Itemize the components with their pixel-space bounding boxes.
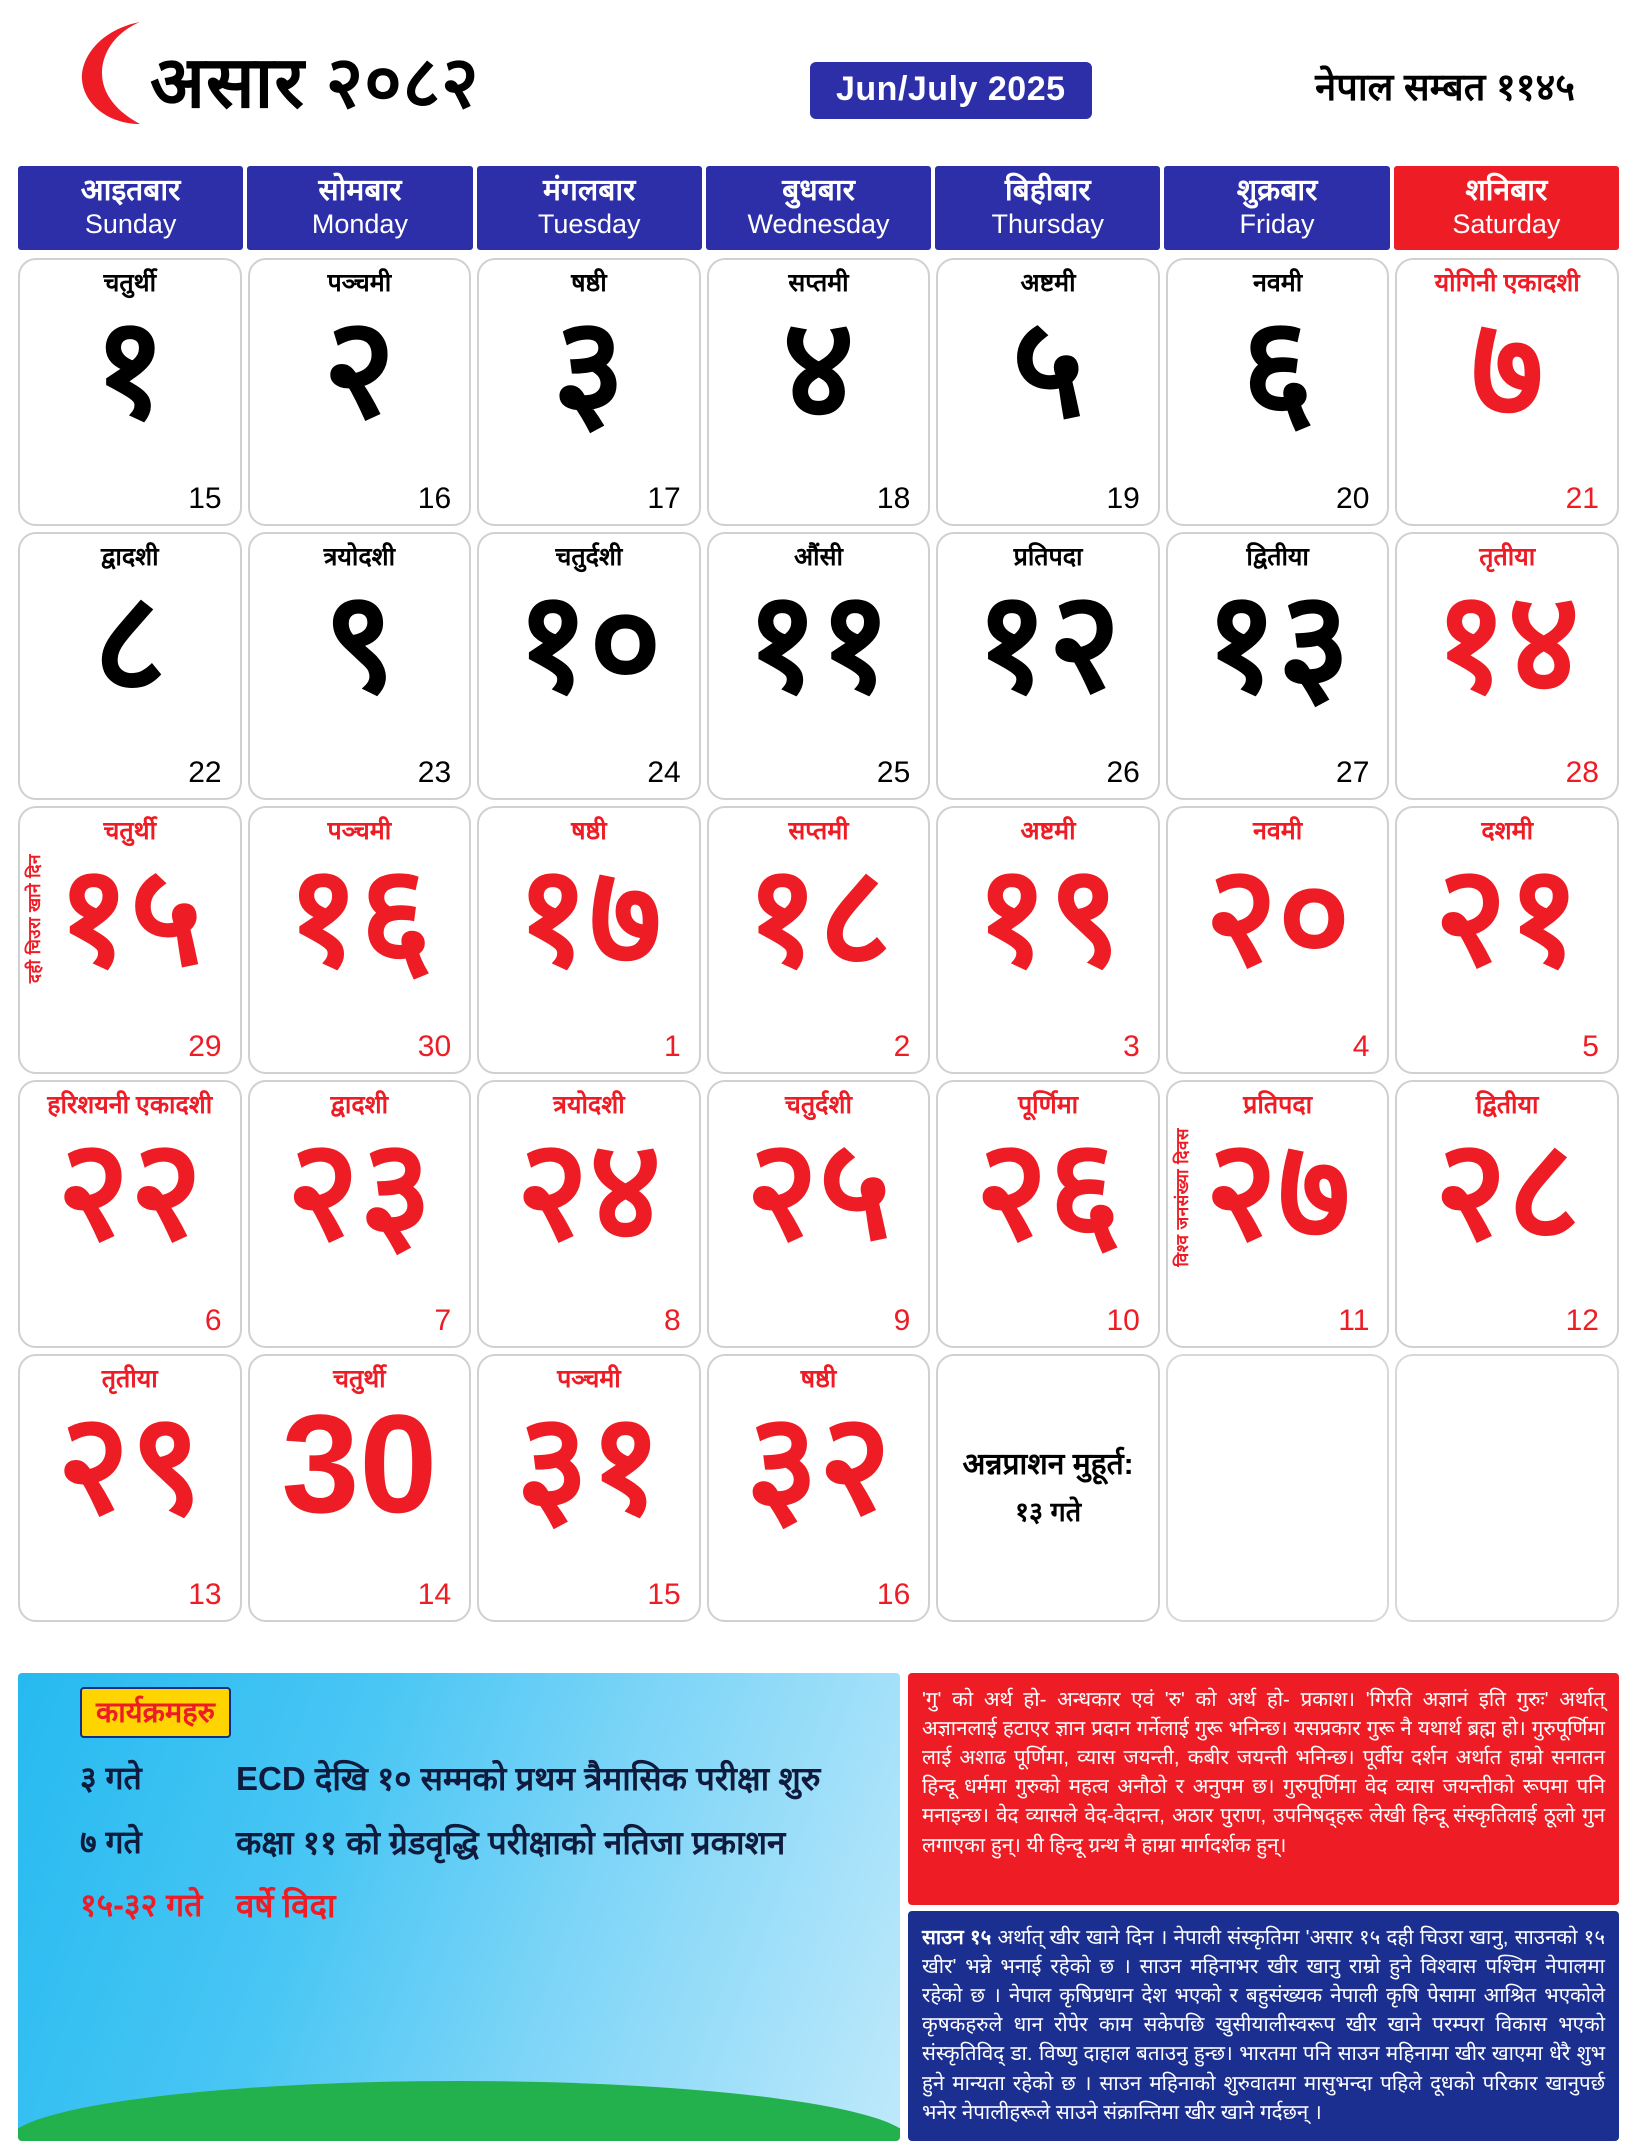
english-date-number: 11	[1338, 1303, 1370, 1337]
english-date-number: 8	[664, 1303, 681, 1337]
nepali-date-number: १४	[1434, 562, 1580, 720]
english-date-number: 9	[893, 1303, 911, 1337]
english-date-number: 13	[188, 1577, 222, 1611]
english-date-number: 1	[664, 1029, 681, 1063]
crescent-moon-icon	[78, 18, 156, 128]
weekday-label-np: बिहीबार	[1004, 174, 1091, 207]
nepali-date-number: ३१	[516, 1384, 662, 1542]
tithi-label: पूर्णिमा	[1017, 1090, 1079, 1119]
weekday-friday	[1164, 166, 1389, 250]
weekday-label-en: Tuesday	[537, 208, 641, 239]
calendar-day-cell[interactable]	[18, 1080, 242, 1348]
calendar-header	[0, 0, 1637, 160]
weekday-label-np: बुधबार	[782, 174, 855, 207]
note-line-1: अन्नप्राशन मुहूर्त:	[962, 1448, 1134, 1482]
nepali-date-number: २	[322, 288, 396, 446]
english-date-number: 26	[1106, 755, 1140, 789]
tithi-label: हरिशयनी एकादशी	[47, 1090, 213, 1119]
event-date: १५-३२ गते	[80, 1887, 203, 1924]
weekday-tuesday	[477, 166, 702, 250]
english-date-number: 20	[1336, 481, 1370, 515]
calendar-grid	[0, 250, 1637, 1622]
english-date-number: 3	[1123, 1029, 1140, 1063]
english-date-number: 18	[876, 481, 911, 515]
tithi-label: योगिनी एकादशी	[1434, 268, 1580, 297]
nepali-date-number: ३	[552, 288, 626, 446]
nepali-date-number: २८	[1434, 1110, 1580, 1268]
nepali-date-number: २७	[1204, 1110, 1351, 1268]
calendar-day-cell[interactable]	[1166, 806, 1390, 1074]
nepali-date-number: २३	[286, 1110, 433, 1268]
weekday-label-np: सोमबार	[318, 174, 402, 207]
nepali-date-number: ९	[322, 562, 396, 720]
calendar-day-cell[interactable]	[707, 1354, 931, 1622]
calendar-day-cell[interactable]	[1166, 1080, 1390, 1348]
calendar-day-cell[interactable]	[477, 258, 701, 526]
tithi-label: षष्ठी	[800, 1364, 837, 1393]
events-panel	[18, 1673, 900, 2141]
english-date-number: 15	[647, 1577, 681, 1611]
article-body: अर्थात् खीर खाने दिन । नेपाली संस्कृतिमा 'असार १५ दही चिउरा खानु, साउनको १५ खीर' भन्ने भनाई रहेको छ । साउन महिनाभर खीर खानु राम्रो हुने विश्वास पश्चिम नेपालमा रहेको छ । नेपाल कृषिप्रधान देश भएको र बहुसंख्यक नेपाली कृषि पेसामा आश्रित भएकोले कृषकहरुले धान रोपेर काम सकेपछि खुसीयालीस्वरूप खीर खाने परम्परा विकास भएको संस्कृतिविद् डा. विष्णु दाहाल बताउनु हुन्छ। भारतमा पनि साउन महिनामा खीर खाएमा धेरै शुभ हुने मान्यता रहेको छ । साउन महिनाको शुरुवातमा मासुभन्दा पहिले दूधको परिकार खानुपर्छ भनेर नेपालीहरूले साउने संक्रान्तिमा खीर खाने गर्दछन् ।	[922, 1926, 1605, 2124]
nepali-date-number: २५	[745, 1110, 892, 1268]
tithi-label: तृतीया	[101, 1364, 158, 1393]
nepali-date-number: २६	[975, 1110, 1121, 1268]
weekday-label-np: मंगलबार	[543, 174, 636, 207]
english-date-number: 10	[1106, 1303, 1140, 1337]
english-date-number: 6	[204, 1303, 222, 1337]
tithi-label: चतुर्दशी	[555, 542, 623, 571]
events-panel-title: कार्यक्रमहरु	[80, 1687, 231, 1738]
nepali-date-number: १५	[56, 836, 203, 994]
event-row	[36, 1883, 882, 1929]
english-date-number: 15	[188, 481, 222, 515]
nepali-date-number: ३२	[745, 1384, 892, 1542]
article-lead: साउन १५	[922, 1926, 992, 1949]
calendar-cell-empty	[1166, 1354, 1390, 1622]
calendar-day-cell[interactable]	[477, 532, 701, 800]
note-line-2: १३ गते	[1014, 1496, 1082, 1527]
english-date-number: 28	[1565, 755, 1599, 789]
weekday-label-np: शुक्रबार	[1236, 174, 1318, 207]
english-date-number: 12	[1565, 1303, 1599, 1337]
event-date: ७ गते	[80, 1823, 142, 1860]
nepali-date-number: ११	[745, 562, 892, 720]
event-row	[36, 1756, 882, 1802]
weekday-label-en: Wednesday	[747, 208, 890, 239]
nepali-date-number: ८	[93, 562, 167, 720]
tithi-label: सप्तमी	[788, 816, 849, 845]
tithi-label: त्रयोदशी	[553, 1090, 625, 1119]
event-date: ३ गते	[80, 1760, 142, 1796]
english-date-number: 21	[1565, 481, 1599, 515]
tithi-label: नवमी	[1253, 816, 1303, 845]
calendar-day-cell[interactable]	[707, 532, 931, 800]
english-date-number: 14	[417, 1577, 452, 1611]
english-date-number: 5	[1582, 1029, 1599, 1063]
calendar-day-cell[interactable]	[1395, 532, 1619, 800]
calendar-day-cell[interactable]	[248, 806, 472, 1074]
weekday-sunday	[18, 166, 243, 250]
calendar-day-cell[interactable]	[1395, 806, 1619, 1074]
calendar-day-cell[interactable]	[248, 532, 472, 800]
calendar-day-cell[interactable]	[707, 1080, 931, 1348]
weekday-wednesday	[706, 166, 931, 250]
calendar-day-cell[interactable]	[707, 258, 931, 526]
weekday-saturday	[1394, 166, 1619, 250]
nepali-date-number: १९	[975, 836, 1121, 994]
english-date-number: 23	[417, 755, 452, 789]
weekday-label-en: Thursday	[991, 208, 1105, 239]
weekday-label-en: Friday	[1239, 208, 1315, 239]
tithi-label: पञ्चमी	[327, 268, 392, 297]
tithi-label: प्रतिपदा	[1013, 542, 1083, 571]
gregorian-month-badge: Jun/July 2025	[810, 62, 1092, 119]
weekday-label-np: आइतबार	[80, 174, 181, 207]
english-date-number: 17	[647, 481, 681, 515]
nepali-date-number: १७	[516, 836, 662, 994]
weekday-label-en: Sunday	[84, 208, 177, 239]
nepali-date-number: 30	[281, 1384, 438, 1542]
tithi-label: त्रयोदशी	[323, 542, 396, 571]
tithi-label: नवमी	[1253, 268, 1303, 297]
calendar-day-cell[interactable]	[248, 1354, 472, 1622]
calendar-day-cell[interactable]	[1166, 532, 1390, 800]
weekday-monday	[247, 166, 472, 250]
tithi-label: द्वितीया	[1246, 542, 1309, 571]
weekday-label-np: शनिबार	[1465, 174, 1548, 207]
nepali-date-number: ४	[782, 288, 855, 446]
english-date-number: 27	[1336, 755, 1370, 789]
calendar-cell-empty	[1395, 1354, 1619, 1622]
tithi-label: चतुर्थी	[103, 268, 157, 297]
calendar-day-cell[interactable]	[1395, 1080, 1619, 1348]
tithi-label: पञ्चमी	[327, 816, 392, 845]
weekday-label-en: Saturday	[1452, 208, 1561, 239]
english-date-number: 4	[1352, 1029, 1370, 1063]
tithi-label: षष्ठी	[571, 816, 607, 845]
calendar-day-cell[interactable]	[18, 1354, 242, 1622]
calendar-day-cell[interactable]	[248, 1080, 472, 1348]
event-text: ECD देखि १० सम्मको प्रथम त्रैमासिक परीक्षा शुरु	[236, 1760, 821, 1797]
english-date-number: 19	[1106, 481, 1140, 515]
calendar-day-cell[interactable]	[936, 806, 1160, 1074]
english-date-number: 16	[876, 1577, 911, 1611]
calendar-day-cell[interactable]	[477, 1080, 701, 1348]
tithi-label: तृतीया	[1479, 542, 1536, 571]
nepali-date-number: २४	[516, 1110, 662, 1268]
calendar-day-cell[interactable]	[707, 806, 931, 1074]
event-text: कक्षा ११ को ग्रेडवृद्धि परीक्षाको नतिजा प्रकाशन	[236, 1823, 786, 1861]
nepali-date-number: २१	[1434, 836, 1580, 994]
english-date-number: 29	[188, 1029, 222, 1063]
bottom-panels	[18, 1673, 1619, 2141]
tithi-label: चतुर्थी	[333, 1364, 386, 1393]
english-date-number: 24	[647, 755, 681, 789]
tithi-label: अष्टमी	[1020, 816, 1076, 845]
tithi-label: द्वादशी	[100, 542, 159, 571]
english-date-number: 30	[417, 1029, 452, 1063]
english-date-number: 16	[417, 481, 452, 515]
weekday-label-en: Monday	[311, 208, 408, 239]
calendar-day-cell[interactable]	[936, 1080, 1160, 1348]
day-side-note: दही चिउरा खाने दिन	[25, 853, 44, 983]
calendar-day-cell[interactable]	[248, 258, 472, 526]
tithi-label: सप्तमी	[788, 268, 849, 297]
nepali-date-number: २०	[1204, 836, 1351, 994]
calendar-day-cell[interactable]	[1166, 258, 1390, 526]
tithi-label: चतुर्दशी	[785, 1090, 852, 1119]
calendar-day-cell[interactable]	[936, 532, 1160, 800]
english-date-number: 7	[434, 1303, 452, 1337]
nepali-date-number: १६	[286, 836, 433, 994]
nepali-date-number: १	[93, 288, 167, 446]
nepali-date-number: ७	[1470, 288, 1544, 446]
nepali-date-number: १३	[1204, 562, 1351, 720]
english-date-number: 22	[188, 755, 222, 789]
calendar-day-cell[interactable]	[1395, 258, 1619, 526]
calendar-day-cell[interactable]	[18, 258, 242, 526]
articles-column	[908, 1673, 1619, 2141]
calendar-note-cell[interactable]	[936, 1354, 1160, 1622]
article-saun-kheer	[908, 1911, 1619, 2141]
nepali-date-number: ५	[1011, 288, 1085, 446]
weekday-thursday	[935, 166, 1160, 250]
nepali-date-number: १०	[516, 562, 662, 720]
nepali-date-number: १२	[975, 562, 1121, 720]
calendar-day-cell[interactable]	[477, 806, 701, 1074]
calendar-day-cell[interactable]	[477, 1354, 701, 1622]
english-date-number: 2	[893, 1029, 911, 1063]
tithi-label: दशमी	[1481, 816, 1534, 845]
tithi-label: अष्टमी	[1020, 268, 1076, 297]
event-row	[36, 1820, 882, 1866]
nepal-sambat-label: नेपाल सम्बत ११४५	[1315, 67, 1575, 109]
calendar-day-cell[interactable]	[18, 532, 242, 800]
page-title: असार २०८२	[150, 43, 480, 123]
tithi-label: द्वितीया	[1475, 1090, 1539, 1119]
article-guru-purnima: 'गु' को अर्थ हो- अन्धकार एवं 'रु' को अर्थ हो- प्रकाश। 'गिरति अज्ञानं इति गुरुः' अर्थात् अज्ञानलाई हटाएर ज्ञान प्रदान गर्नेलाई गुरू भनिन्छ। यसप्रकार गुरू नै यथार्थ ब्रह्म हो। गुरुपूर्णिमा लाई अशाढ पूर्णिमा, व्यास जयन्ती, कबीर जयन्ती भनिन्छ। पूर्वीय दर्शन अर्थात हाम्रो सनातन हिन्दू धर्ममा गुरुको महत्व अनौठो र अनुपम छ। गुरुपूर्णिमा वेद व्यास जयन्तीको रूपमा पनि मनाइन्छ। वेद व्यासले वेद-वेदान्त, अठार पुराण, उपनिषद्हरू लेखी हिन्दू संस्कृतिलाई ठूलो गुन लगाएका हुन्। यी हिन्दू ग्रन्थ नै हाम्रा मार्गदर्शक हुन्।	[908, 1673, 1619, 1905]
nepali-date-number: ६	[1241, 288, 1315, 446]
calendar-day-cell[interactable]	[18, 806, 242, 1074]
calendar-day-cell[interactable]	[936, 258, 1160, 526]
english-date-number: 25	[876, 755, 911, 789]
nepali-date-number: १८	[745, 836, 892, 994]
tithi-label: प्रतिपदा	[1243, 1090, 1313, 1119]
tithi-label: द्वादशी	[330, 1090, 389, 1119]
nepali-date-number: २९	[56, 1384, 203, 1542]
tithi-label: औंसी	[794, 542, 843, 571]
tithi-label: पञ्चमी	[557, 1364, 621, 1393]
day-side-note: विश्व जनसंख्या दिवस	[1172, 1127, 1192, 1267]
nepali-date-number: २२	[56, 1110, 203, 1268]
event-text: वर्षे विदा	[236, 1887, 336, 1925]
weekday-header-row	[0, 166, 1637, 250]
tithi-label: षष्ठी	[571, 268, 607, 297]
tithi-label: चतुर्थी	[103, 816, 157, 845]
